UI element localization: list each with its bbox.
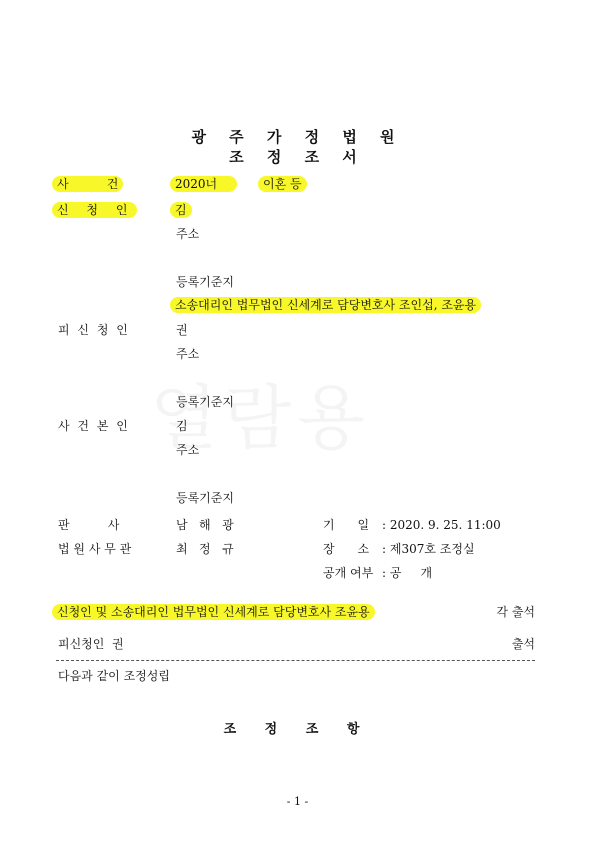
document-title: 조 정 조 서 — [229, 148, 366, 166]
petitioner-registry-label: 등록기준지 — [176, 275, 234, 289]
judge-name: 남 해 광 — [176, 518, 234, 532]
place-value: : 제307호 조정실 — [382, 542, 475, 556]
result-text: 다음과 같이 조정성립 — [58, 669, 170, 683]
dashed-divider — [56, 660, 535, 661]
date-label: 기 일 — [323, 518, 370, 532]
public-label: 공개 여부 — [323, 566, 374, 580]
clerk-label: 법 원 사 무 관 — [58, 542, 132, 556]
respondent-attendance-line: 피신청인 권 — [58, 637, 124, 651]
petitioner-attendance-status: 각 출석 — [496, 605, 535, 619]
section-title: 조 정 조 항 — [223, 722, 372, 737]
petitioner-attendance-line: 신청인 및 소송대리인 법무법인 신세계로 담당변호사 조윤용 — [52, 604, 375, 620]
page-number: - 1 - — [286, 795, 309, 808]
judge-label: 판 사 — [58, 518, 120, 532]
case-name: 이혼 등 — [258, 176, 307, 192]
court-name: 광 주 가 정 법 원 — [191, 128, 404, 146]
respondent-attendance-status: 출석 — [511, 637, 535, 651]
petitioner-label: 신 청 인 — [52, 202, 137, 218]
petitioner-attorney: 소송대리인 법무법인 신세계로 담당변호사 조인섭, 조윤용 — [170, 297, 481, 313]
case-number: 2020너 — [170, 176, 237, 192]
respondent-label: 피 신 청 인 — [58, 323, 128, 337]
case-label: 사 건 — [52, 176, 123, 192]
petitioner-address-label: 주소 — [176, 227, 200, 241]
principal-name: 김 — [176, 419, 188, 433]
date-value: : 2020. 9. 25. 11:00 — [382, 518, 501, 532]
principal-address-label: 주소 — [176, 443, 200, 457]
respondent-registry-label: 등록기준지 — [176, 395, 234, 409]
petitioner-name: 김 — [170, 202, 192, 218]
principal-label: 사 건 본 인 — [58, 419, 128, 433]
public-value: : 공 개 — [382, 566, 433, 580]
clerk-name: 최 정 규 — [176, 542, 234, 556]
respondent-address-label: 주소 — [176, 347, 200, 361]
respondent-name: 권 — [176, 323, 188, 337]
principal-registry-label: 등록기준지 — [176, 491, 234, 505]
place-label: 장 소 — [323, 542, 370, 556]
